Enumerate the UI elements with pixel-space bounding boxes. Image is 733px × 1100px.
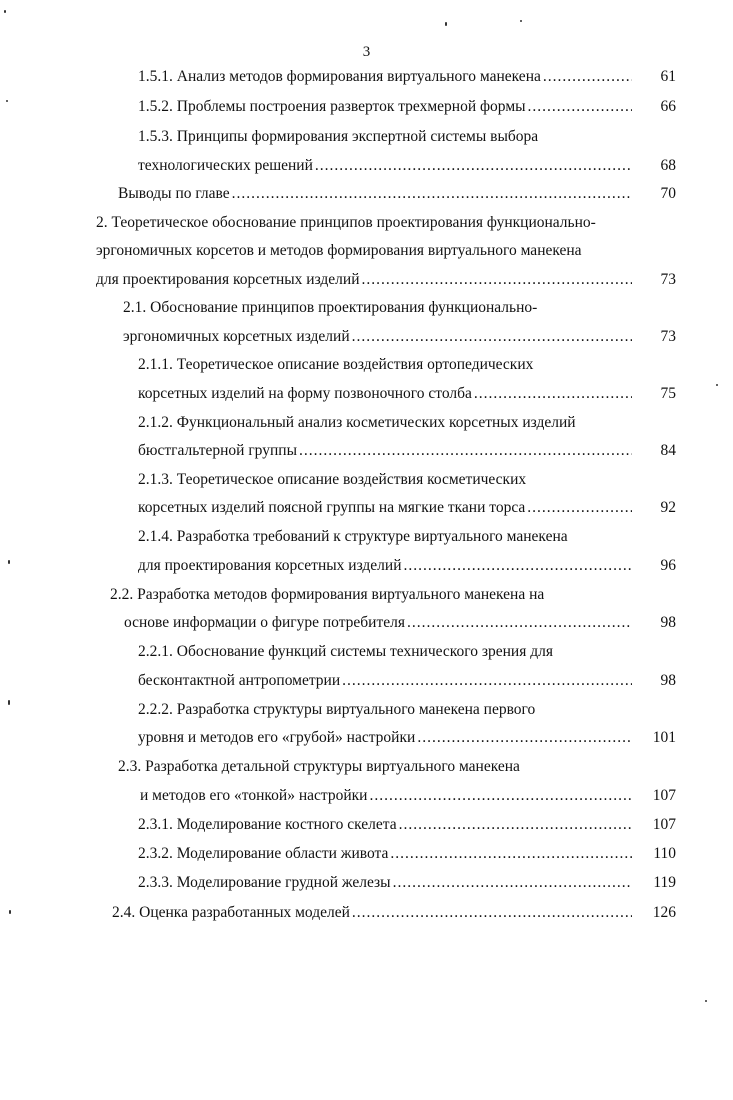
toc-entry — [123, 327, 676, 347]
toc-entry-page: 110 — [653, 845, 676, 862]
toc-entry — [138, 413, 576, 433]
toc-leader — [543, 67, 632, 87]
toc-entry — [112, 903, 676, 923]
scan-speck — [716, 384, 718, 386]
toc-entry-title: 2.3. Разработка детальной структуры виртуального манекена — [118, 758, 520, 775]
toc-entry-title: 2.3.1. Моделирование костного скелета — [138, 816, 397, 833]
toc-leader — [527, 498, 632, 518]
toc-leader — [528, 97, 632, 117]
toc-entry-title: 2.3.2. Моделирование области живота — [138, 845, 389, 862]
toc-entry — [138, 384, 676, 404]
toc-entry — [138, 127, 538, 147]
toc-entry — [118, 184, 676, 204]
toc-entry — [124, 613, 676, 633]
toc-entry — [138, 815, 676, 835]
toc-entry-title: 2.2.2. Разработка структуры виртуального манекена первого — [138, 701, 536, 718]
toc-entry-title: 2.2.1. Обоснование функций системы технического зрения для — [138, 643, 553, 660]
toc-entry — [138, 498, 676, 518]
toc-entry-title: для проектирования корсетных изделий — [138, 557, 402, 574]
toc-entry-title: 2.1.1. Теоретическое описание воздействия ортопедических — [138, 356, 534, 373]
toc-entry — [138, 355, 533, 375]
toc-entry — [138, 470, 526, 490]
toc-leader — [407, 613, 632, 633]
toc-leader — [232, 184, 632, 204]
toc-leader — [299, 441, 632, 461]
scan-speck — [4, 10, 6, 13]
toc-entry — [138, 700, 535, 720]
toc-entry-title: Выводы по главе — [118, 185, 230, 202]
scan-speck — [445, 22, 447, 26]
scan-speck — [8, 700, 10, 705]
toc-entry-title: 2.4. Оценка разработанных моделей — [112, 904, 350, 921]
toc-entry-title: 1.5.3. Принципы формирования экспертной системы выбора — [138, 128, 539, 145]
toc-entry-title: основе информации о фигуре потребителя — [124, 614, 405, 631]
toc-leader — [404, 556, 633, 576]
toc-entry — [138, 67, 676, 87]
toc-entry-page: 107 — [652, 816, 676, 833]
toc-entry-title: уровня и методов его «грубой» настройки — [138, 729, 416, 746]
scan-speck — [520, 20, 522, 22]
toc-entry-title: и методов его «тонкой» настройки — [140, 787, 368, 804]
toc-entry-title: бесконтактной антропометрии — [138, 672, 341, 689]
toc-entry-page: 73 — [660, 328, 676, 345]
scan-speck — [8, 560, 10, 564]
toc-entry-page: 84 — [660, 442, 676, 459]
toc-entry-page: 96 — [660, 557, 676, 574]
toc-entry — [96, 270, 676, 290]
toc-entry — [140, 786, 676, 806]
toc-leader — [399, 815, 632, 835]
toc-leader — [362, 270, 633, 290]
toc-entry-page: 73 — [660, 271, 676, 288]
toc-entry-title: эргономичных корсетных изделий — [123, 328, 350, 345]
toc-entry-title: для проектирования корсетных изделий — [96, 271, 360, 288]
toc-entry-title: 2.3.3. Моделирование грудной железы — [138, 874, 391, 891]
toc-entry-page: 75 — [660, 385, 676, 402]
toc-entry-title: технологических решений — [138, 157, 313, 174]
toc-leader — [342, 671, 632, 691]
toc-leader — [315, 156, 632, 176]
scan-speck — [705, 1000, 707, 1002]
toc-entry-title: корсетных изделий поясной группы на мягкие ткани торса — [138, 499, 526, 516]
toc-entry — [96, 241, 582, 261]
toc-entry-title: 2.2. Разработка методов формирования виртуального манекена на — [110, 586, 545, 603]
toc-entry — [138, 844, 676, 864]
scan-speck — [6, 100, 8, 102]
toc-entry — [138, 156, 676, 176]
toc-entry-page: 98 — [660, 614, 676, 631]
toc-entry-page: 119 — [653, 874, 676, 891]
toc-entry-title: бюстгальтерной группы — [138, 442, 297, 459]
toc-entry-title: 2.1.3. Теоретическое описание воздействия косметических — [138, 471, 527, 488]
toc-entry — [110, 585, 544, 605]
toc-leader — [393, 873, 632, 893]
toc-entry-page: 70 — [660, 185, 676, 202]
toc-entry — [138, 873, 676, 893]
toc-entry-title: 2.1.4. Разработка требований к структуре виртуального манекена — [138, 528, 568, 545]
toc-entry-title: 1.5.2. Проблемы построения разверток трехмерной формы — [138, 98, 526, 115]
toc-entry — [138, 441, 676, 461]
scan-speck — [9, 910, 11, 914]
toc-entry — [118, 757, 520, 777]
toc-entry-title: 2.1. Обоснование принципов проектирования функционально- — [123, 299, 538, 316]
toc-entry-page: 101 — [652, 729, 676, 746]
toc-entry-page: 98 — [660, 672, 676, 689]
toc-leader — [417, 728, 632, 748]
toc-entry-page: 66 — [660, 98, 676, 115]
toc-entry — [123, 298, 537, 318]
toc-entry-page: 61 — [660, 68, 676, 85]
toc-leader — [369, 786, 632, 806]
toc-entry — [138, 728, 676, 748]
toc-leader — [474, 384, 632, 404]
toc-entry-title: корсетных изделий на форму позвоночного столба — [138, 385, 472, 402]
toc-entry — [138, 527, 568, 547]
toc-entry-page: 126 — [652, 904, 676, 921]
toc-entry-title: 2.1.2. Функциональный анализ косметических корсетных изделий — [138, 414, 576, 431]
toc-leader — [352, 903, 632, 923]
toc-leader — [352, 327, 632, 347]
toc-entry-title: 2. Теоретическое обоснование принципов проектирования функционально- — [96, 214, 596, 231]
toc-entry — [138, 671, 676, 691]
toc-entry — [138, 642, 553, 662]
toc-entry — [138, 556, 676, 576]
toc-entry-title: эргономичных корсетов и методов формирования виртуального манекена — [96, 242, 582, 259]
toc-leader — [390, 844, 632, 864]
toc-entry-page: 107 — [652, 787, 676, 804]
toc-entry — [138, 97, 676, 117]
page-number: 3 — [362, 44, 371, 60]
toc-entry — [96, 213, 596, 233]
toc-entry-title: 1.5.1. Анализ методов формирования виртуального манекена — [138, 68, 541, 85]
toc-entry-page: 68 — [660, 157, 676, 174]
toc-entry-page: 92 — [660, 499, 676, 516]
